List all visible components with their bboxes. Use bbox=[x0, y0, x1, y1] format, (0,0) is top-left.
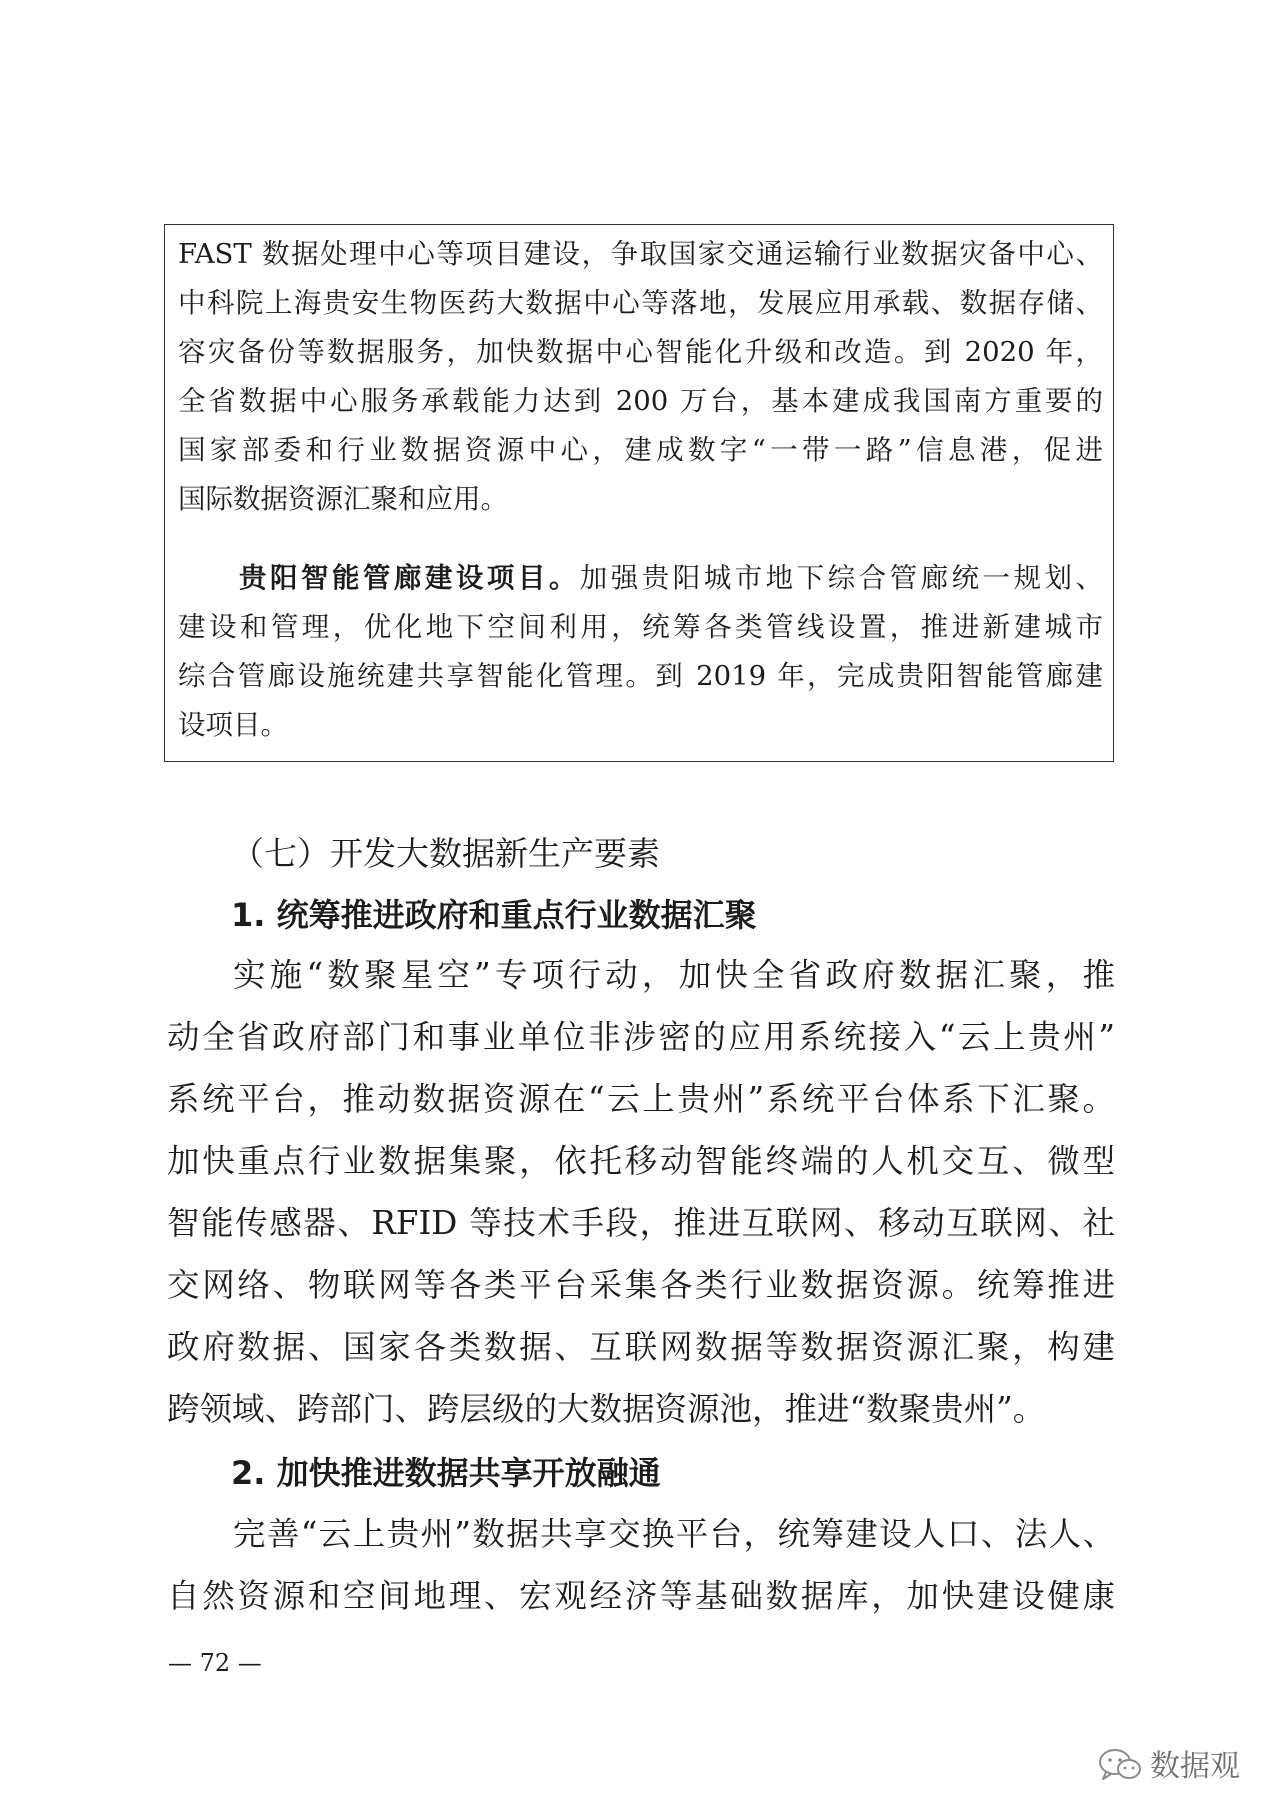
body-line: 动全省政府部门和事业单位非涉密的应用系统接入“云上贵州” bbox=[167, 1018, 1115, 1056]
body-line: 系统平台，推动数据资源在“云上贵州”系统平台体系下汇聚。 bbox=[167, 1080, 1115, 1118]
subsection-title-2: 2. 加快推进数据共享开放融通 bbox=[231, 1454, 661, 1492]
section-title: （七）开发大数据新生产要素 bbox=[231, 834, 660, 873]
project-line: 设项目。 bbox=[178, 709, 288, 741]
project-paragraph-first-line bbox=[239, 560, 1103, 596]
box-line: 中科院上海贵安生物医药大数据中心等落地，发展应用承载、数据存储、 bbox=[178, 287, 1103, 319]
body-line: 跨领域、跨部门、跨层级的大数据资源池，推进“数聚贵州”。 bbox=[167, 1390, 1046, 1428]
box-line: 全省数据中心服务承载能力达到 200 万台，基本建成我国南方重要的 bbox=[178, 385, 1103, 417]
project-line: 加强贵阳城市地下综合管廊统一规划、 bbox=[579, 562, 1103, 594]
wechat-icon bbox=[1098, 1747, 1142, 1787]
body-line: 智能传感器、RFID 等技术手段，推进互联网、移动互联网、社 bbox=[167, 1204, 1115, 1242]
box-line: 国家部委和行业数据资源中心，建成数字“一带一路”信息港，促进 bbox=[178, 434, 1103, 466]
project-line: 建设和管理，优化地下空间利用，统筹各类管线设置，推进新建城市 bbox=[178, 611, 1103, 643]
body-line: 自然资源和空间地理、宏观经济等基础数据库，加快建设健康 bbox=[167, 1577, 1115, 1615]
box-line: 容灾备份等数据服务，加快数据中心智能化升级和改造。到 2020 年， bbox=[178, 336, 1103, 368]
subsection-title-1: 1. 统筹推进政府和重点行业数据汇聚 bbox=[231, 896, 757, 934]
watermark-text: 数据观 bbox=[1150, 1749, 1240, 1784]
page-number: — 72 — bbox=[168, 1649, 262, 1677]
body-line: 完善“云上贵州”数据共享交换平台，统筹建设人口、法人、 bbox=[233, 1515, 1115, 1553]
body-line: 加快重点行业数据集聚，依托移动智能终端的人机交互、微型 bbox=[167, 1142, 1115, 1180]
project-title: 贵阳智能管廊建设项目。 bbox=[239, 562, 580, 594]
box-line: 国际数据资源汇聚和应用。 bbox=[178, 483, 508, 515]
body-line: 政府数据、国家各类数据、互联网数据等数据资源汇聚，构建 bbox=[167, 1328, 1115, 1366]
body-line: 实施“数聚星空”专项行动，加快全省政府数据汇聚，推 bbox=[233, 956, 1115, 994]
box-line: FAST 数据处理中心等项目建设，争取国家交通运输行业数据灾备中心、 bbox=[178, 238, 1103, 270]
watermark bbox=[1098, 1747, 1240, 1787]
body-line: 交网络、物联网等各类平台采集各类行业数据资源。统筹推进 bbox=[167, 1266, 1115, 1304]
project-line: 综合管廊设施统建共享智能化管理。到 2019 年，完成贵阳智能管廊建 bbox=[178, 660, 1103, 692]
